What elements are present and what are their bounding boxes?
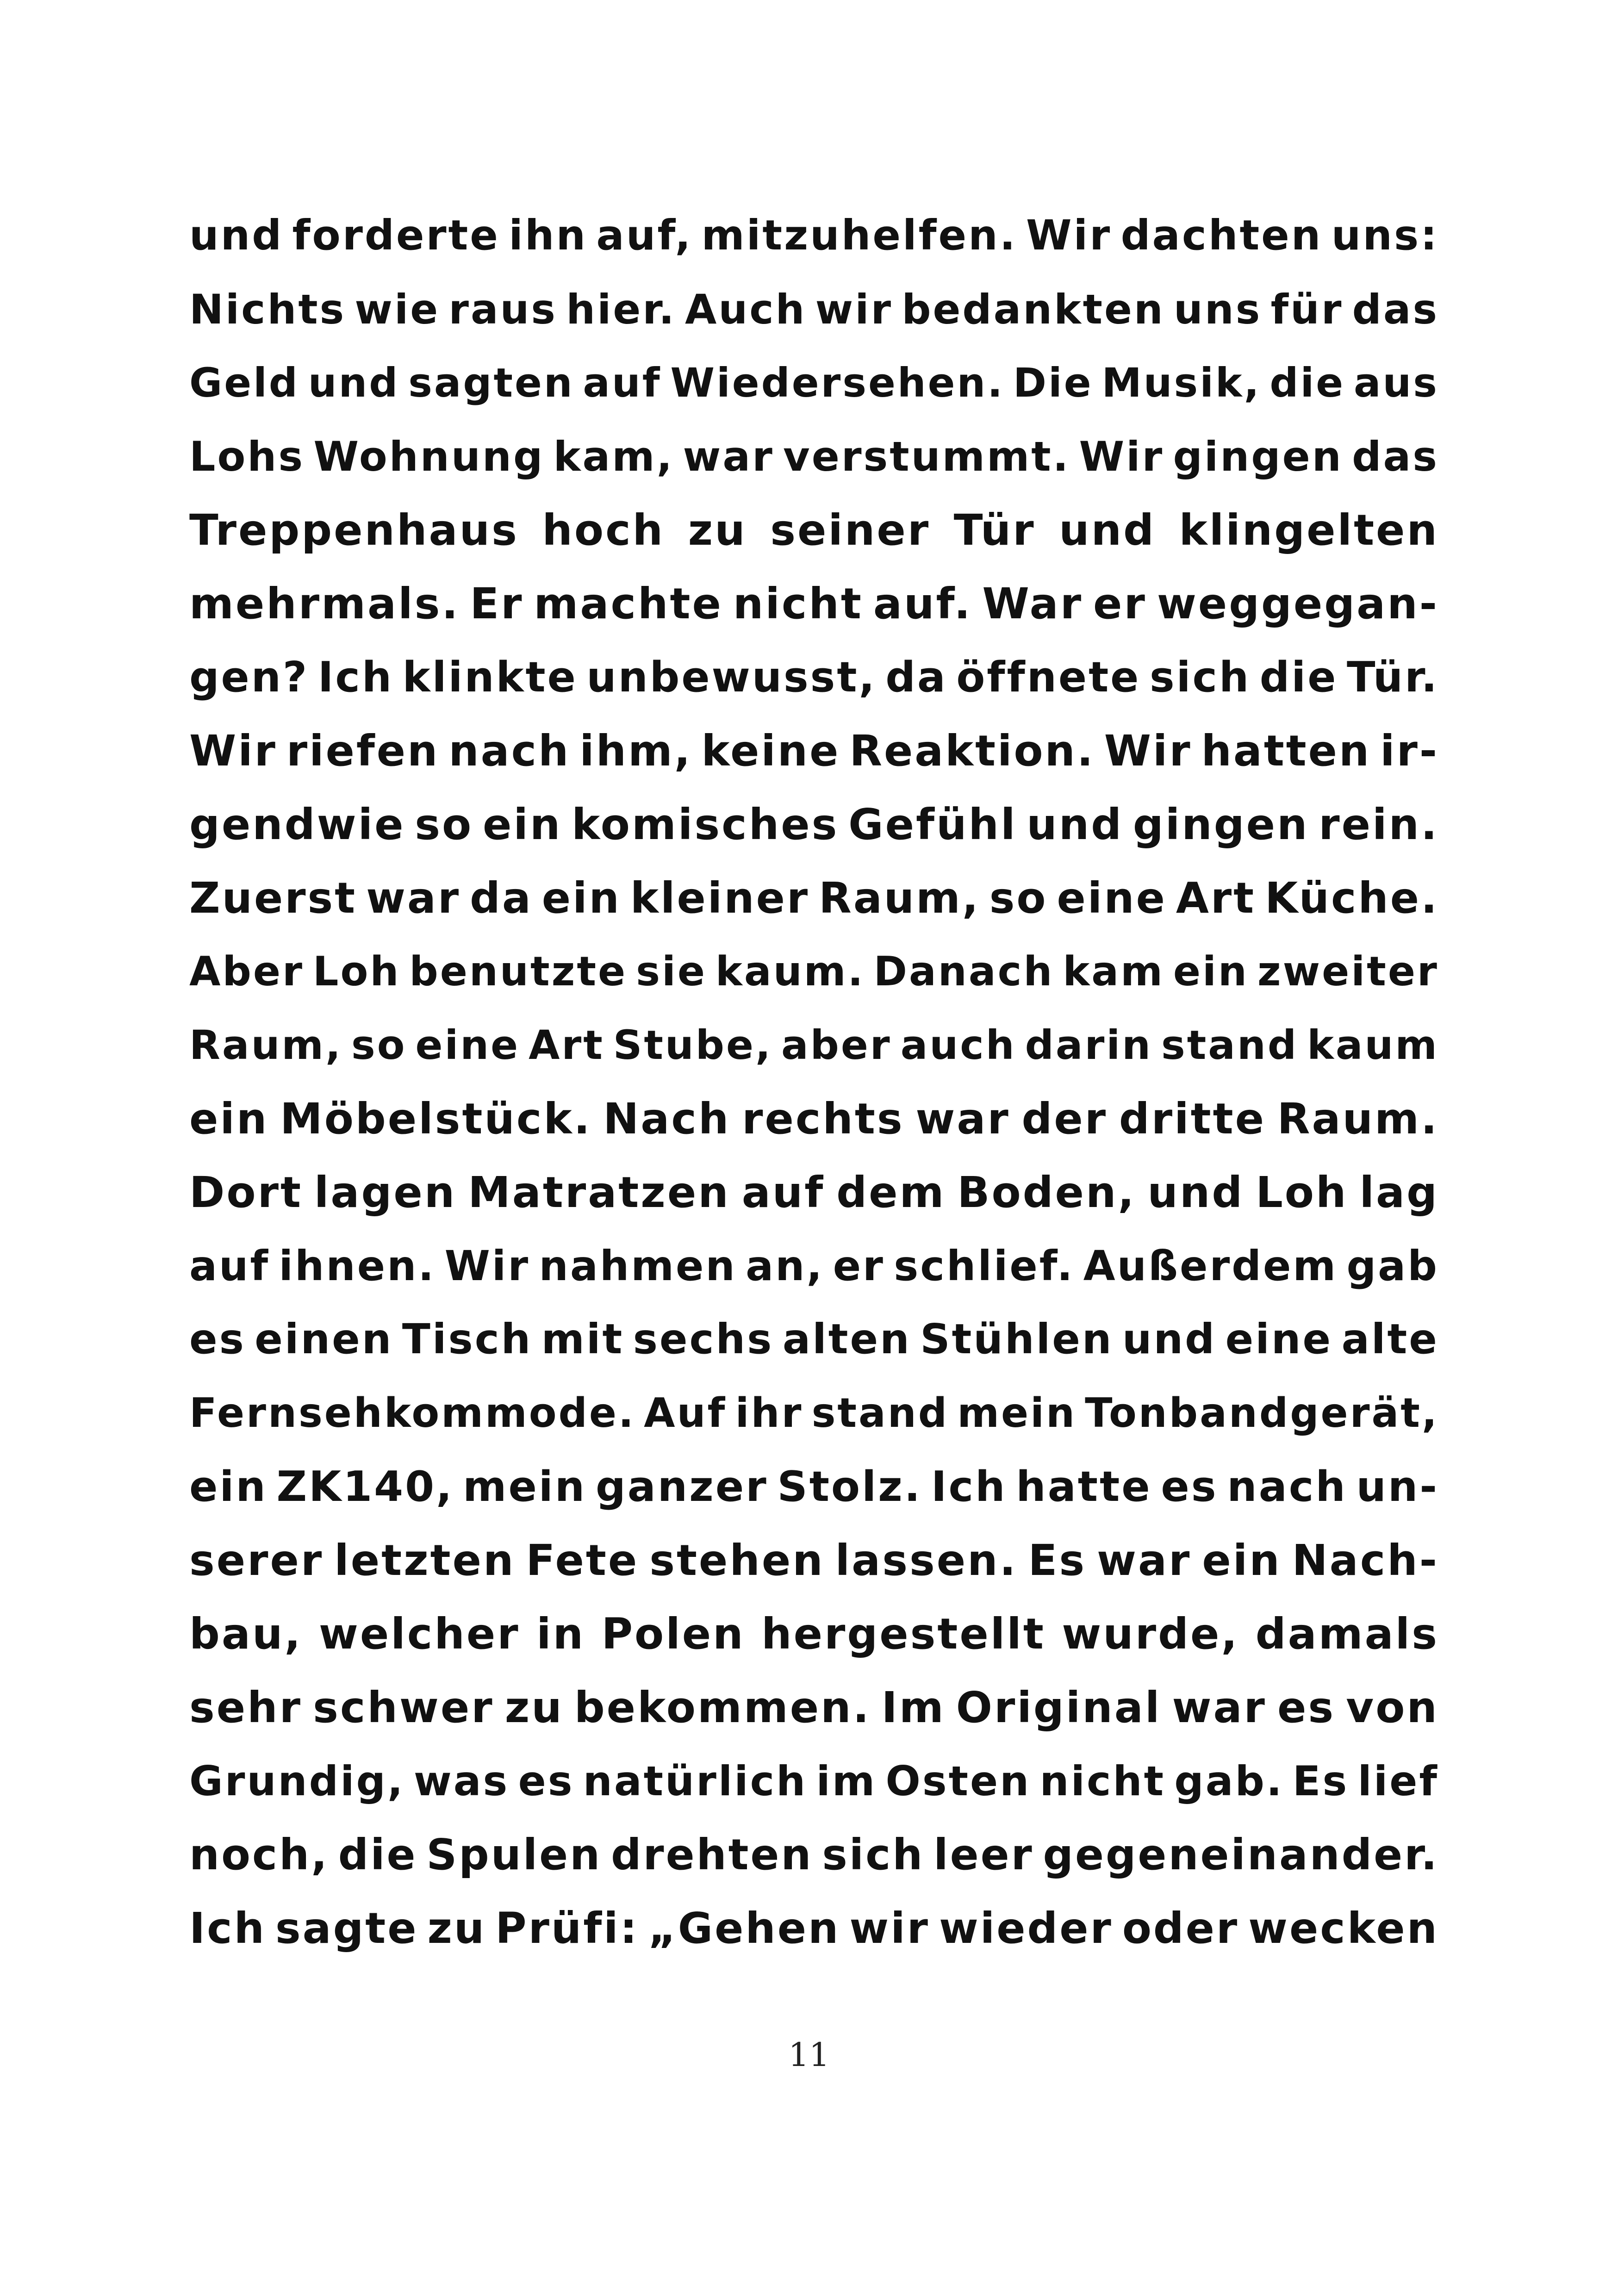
word: unbewusst, [586,653,877,702]
word: welcher [318,1609,520,1659]
word: hergestellt [761,1609,1045,1659]
word: kam, [553,433,674,480]
text-line [189,1156,1439,1229]
word: zweiter [1257,948,1439,995]
word: Tür [953,505,1036,555]
word: Wir [189,726,277,776]
word: serer [189,1536,324,1585]
word: ein [189,1094,269,1144]
word: ein [189,1462,268,1511]
word: mit [541,1315,624,1363]
word: war [915,1094,1010,1144]
word: wieder [939,1904,1113,1953]
word: wir [849,1904,930,1953]
word: zu [427,1904,486,1953]
word: Osten [885,1757,1031,1805]
word: rein. [1319,800,1439,849]
word: lag [1359,1168,1439,1217]
word: das [1352,433,1439,480]
word: was [413,1757,510,1805]
word: Original [956,1683,1162,1732]
word: bedankten [902,286,1165,333]
word: komisches [572,800,839,849]
word: uns: [1331,212,1439,260]
word: klinkte [402,653,578,702]
word: forderte [292,212,500,260]
word: nahmen [539,1242,737,1290]
word: sehr [189,1683,303,1732]
word: klingelten [1179,505,1439,555]
word: wie [355,286,440,333]
word: Auch [685,286,807,333]
text-line [189,420,1439,493]
word: raus [448,286,557,333]
text-line [189,567,1439,641]
word: ir- [1380,726,1439,776]
word: Es [1292,1757,1349,1805]
word: auch [900,1022,1016,1069]
word: stand [1161,1022,1299,1069]
word: lassen. [835,1536,1018,1585]
word: Wir [1026,212,1112,260]
word: Wir [444,1242,530,1290]
word: hoch [542,505,665,555]
word: in [536,1609,585,1659]
word: und [1027,800,1124,849]
word: Reaktion. [849,726,1095,776]
word: gingen [1173,433,1343,480]
text-line [189,714,1439,788]
word: Prüfi: [495,1904,639,1953]
word: da [470,873,533,923]
word: so [351,1022,407,1069]
word: kaum [1307,1022,1439,1069]
word: auf [583,360,662,406]
word: die [1259,653,1338,702]
word: eine [1057,873,1167,923]
text-line [189,1008,1439,1082]
text-line [189,1082,1439,1156]
word: es [518,1757,574,1805]
word: und [189,212,284,260]
word: Geld [189,360,299,406]
word: für [1270,286,1344,333]
word: Tonbandgerät, [1085,1389,1439,1437]
word: Loh [1256,1168,1348,1217]
word: Ich [189,1904,266,1953]
word: ein [1202,1536,1282,1585]
word: Wiedersehen. [670,360,1005,406]
word: so [989,873,1048,923]
word: leer [933,1830,1034,1879]
word: Treppenhaus [189,505,519,555]
word: Spulen [426,1830,602,1879]
word: Raum. [1277,1094,1439,1144]
word: die [1270,360,1345,406]
word: Dort [189,1168,303,1217]
word: nicht [1039,1757,1165,1805]
word: ein [1173,948,1249,995]
word: Boden, [957,1168,1136,1217]
word: ZK140, [276,1462,454,1511]
word: lief [1357,1757,1439,1805]
word: kam [1063,948,1164,995]
word: ihm, [579,726,692,776]
word: es [1161,1462,1218,1511]
word: Danach [873,948,1054,995]
word: Matratzen [468,1168,730,1217]
text-line [189,1597,1439,1671]
word: auf [741,1168,825,1217]
word: wurde, [1062,1609,1239,1659]
word: machte [534,579,723,628]
word: Fernsehkommode. [189,1389,635,1437]
word: Musik, [1101,360,1261,406]
word: Möbelstück. [280,1094,592,1144]
text-line [189,641,1439,714]
word: mein [957,1389,1077,1437]
word: Tür. [1346,653,1439,702]
word: der [1021,1094,1108,1144]
word: Fete [526,1536,639,1585]
word: Raum, [189,1022,343,1069]
word: im [816,1757,877,1805]
word: auf [189,1242,270,1290]
text-line [189,199,1439,273]
word: er [1093,579,1147,628]
word: stehen [649,1536,825,1585]
word: hier. [566,286,676,333]
word: die [338,1830,417,1879]
word: gendwie [189,800,405,849]
word: ihnen. [279,1242,436,1290]
word: Wir [1079,433,1164,480]
word: Polen [601,1609,745,1659]
word: Stühlen [920,1315,1114,1363]
text-line [189,1450,1439,1524]
word: gingen [1133,800,1309,849]
word: eine [415,1022,520,1069]
text-line [189,861,1439,935]
word: uns [1174,286,1262,333]
word: wecken [1248,1904,1439,1953]
word: und [1059,505,1156,555]
word: gab. [1174,1757,1284,1805]
word: sechs [633,1315,774,1363]
word: Gefühl [848,800,1017,849]
word: und [1147,1168,1245,1217]
word: nicht [733,579,863,628]
word: lagen [314,1168,457,1217]
word: an, [746,1242,824,1290]
word: rechts [742,1094,904,1144]
text-line [189,1671,1439,1744]
word: stand [811,1389,949,1437]
word: sie [636,948,707,995]
text-line [189,493,1439,567]
word: nach [448,726,571,776]
word: dem [836,1168,946,1217]
word: mitzuhelfen. [701,212,1017,260]
word: seiner [770,505,931,555]
word: „Gehen [648,1904,840,1953]
word: keine [701,726,840,776]
text-line [189,1524,1439,1597]
word: Nichts [189,286,346,333]
word: Er [470,579,524,628]
word: Wir [1104,726,1192,776]
word: Ich [317,653,394,702]
word: nach [1227,1462,1347,1511]
word: War [982,579,1083,628]
word: war [366,873,461,923]
word: war [683,433,774,480]
word: ein [541,873,621,923]
word: gab [1346,1242,1439,1290]
word: hatten [1201,726,1371,776]
word: Die [1013,360,1093,406]
word: eine [1225,1315,1333,1363]
word: von [1346,1683,1439,1732]
word: Auf [644,1389,727,1437]
word: aus [1353,360,1439,406]
text-line [189,1818,1439,1892]
page-number: 11 [788,2036,830,2074]
word: zu [688,505,747,555]
word: Lohs [189,433,305,480]
word: letzten [334,1536,516,1585]
word: sich [1149,653,1251,702]
word: und [1122,1315,1217,1363]
word: es [1277,1683,1336,1732]
word: da [885,653,947,702]
word: ihr [735,1389,803,1437]
word: öffnete [956,653,1141,702]
word: ein [482,800,562,849]
word: noch, [189,1830,329,1879]
word: wir [815,286,893,333]
text-line [189,1892,1439,1965]
word: ganzer [595,1462,768,1511]
page-body-text [189,199,1439,1965]
word: einen [255,1315,393,1363]
word: Stolz. [777,1462,922,1511]
word: Nach [603,1094,731,1144]
word: darin [1025,1022,1152,1069]
word: Tisch [402,1315,533,1363]
word: weggegan- [1157,579,1439,628]
word: auf, [596,212,693,260]
word: oder [1122,1904,1239,1953]
text-line [189,788,1439,861]
word: ihn [509,212,588,260]
text-line [189,1744,1439,1818]
word: Nach- [1292,1536,1439,1585]
word: Im [881,1683,946,1732]
word: drehten [611,1830,813,1879]
word: kleiner [630,873,810,923]
word: Aber [189,948,304,995]
word: alte [1341,1315,1439,1363]
word: Ich [931,1462,1007,1511]
text-line [189,1376,1439,1450]
word: alten [782,1315,911,1363]
text-line [189,1303,1439,1376]
word: Loh [312,948,401,995]
word: schlief. [894,1242,1075,1290]
word: sich [822,1830,925,1879]
word: aber [781,1022,892,1069]
word: un- [1356,1462,1439,1511]
word: Zuerst [189,873,357,923]
word: Art [1176,873,1256,923]
word: Küche. [1265,873,1439,923]
word: verstummt. [783,433,1070,480]
word: gegeneinander. [1043,1830,1439,1879]
word: Raum, [819,873,980,923]
word: mehrmals. [189,579,460,628]
word: er [833,1242,885,1290]
word: bekommen. [574,1683,871,1732]
word: damals [1255,1609,1439,1659]
text-line [189,346,1439,420]
word: mein [463,1462,587,1511]
word: sagten [408,360,574,406]
word: und [308,360,400,406]
text-line [189,935,1439,1008]
word: benutzte [409,948,628,995]
text-line [189,273,1439,346]
word: natürlich [583,1757,808,1805]
word: bau, [189,1609,303,1659]
word: Stube, [613,1022,772,1069]
word: das [1352,286,1439,333]
word: so [415,800,473,849]
word: schwer [313,1683,494,1732]
word: kaum. [715,948,865,995]
word: riefen [286,726,440,776]
word: es [189,1315,246,1363]
word: sagte [275,1904,418,1953]
word: Grundig, [189,1757,405,1805]
word: dritte [1119,1094,1266,1144]
word: gen? [189,653,309,702]
word: dachten [1120,212,1323,260]
word: zu [504,1683,564,1732]
word: war [1172,1683,1267,1732]
word: Außerdem [1083,1242,1338,1290]
word: Art [529,1022,604,1069]
word: Es [1028,1536,1087,1585]
text-line [189,1229,1439,1303]
word: auf. [873,579,972,628]
word: hatte [1016,1462,1152,1511]
word: war [1096,1536,1192,1585]
word: Wohnung [313,433,545,480]
